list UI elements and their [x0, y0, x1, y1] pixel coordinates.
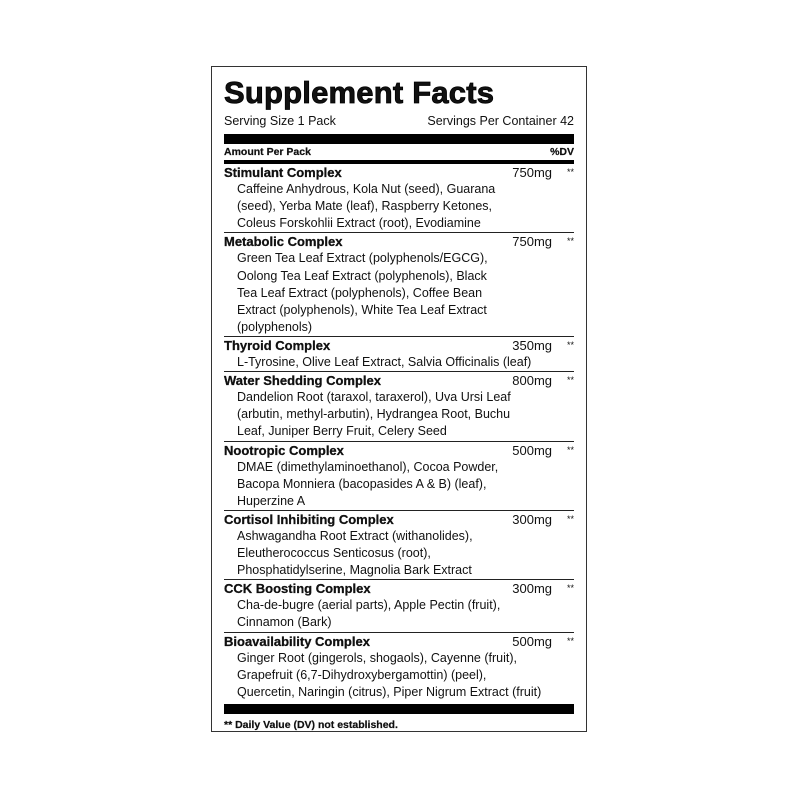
thick-divider [224, 134, 574, 144]
section-name: Thyroid Complex [224, 337, 331, 353]
ingredient-line: Dandelion Root (taraxol, taraxerol), Uva Ursi Leaf [237, 390, 511, 405]
section-header [224, 442, 574, 459]
section-dv: ** [566, 444, 574, 455]
ingredient-section [224, 633, 574, 701]
ingredient-line: DMAE (dimethylaminoethanol), Cocoa Powder, [237, 459, 499, 474]
section-amount: 350mg [512, 337, 552, 353]
section-amount: 750mg [512, 234, 552, 250]
ingredient-sections [224, 164, 574, 701]
section-dv: ** [566, 375, 574, 386]
section-header [224, 580, 574, 597]
section-name: Cortisol Inhibiting Complex [224, 511, 394, 527]
section-header [224, 233, 574, 250]
ingredient-line: Extract (polyphenols), White Tea Leaf Extract [237, 302, 487, 317]
section-header [224, 337, 574, 354]
section-dv: ** [566, 167, 574, 177]
ingredient-section [224, 337, 574, 372]
ingredient-line: Caffeine Anhydrous, Kola Nut (seed), Guarana [237, 182, 496, 197]
ingredient-line: (polyphenols) [237, 319, 313, 334]
ingredient-line: (arbutin, methyl-arbutin), Hydrangea Root, Buchu [237, 407, 511, 422]
section-name: CCK Boosting Complex [224, 581, 371, 597]
ingredient-line: (seed), Yerba Mate (leaf), Raspberry Ketones, [237, 199, 492, 214]
section-amount: 800mg [512, 373, 552, 389]
ingredient-line: Tea Leaf Extract (polyphenols), Coffee Bean [237, 285, 483, 300]
servings-per-container: Servings Per Container 42 [427, 114, 574, 128]
section-header [224, 511, 574, 528]
section-amount: 300mg [512, 511, 552, 527]
section-dv: ** [566, 635, 574, 646]
dv-header: %DV [550, 146, 574, 158]
section-amount: 500mg [512, 442, 552, 458]
ingredient-line: Cha-de-bugre (aerial parts), Apple Pectin (fruit), [237, 598, 501, 613]
section-amount: 500mg [512, 633, 552, 649]
section-amount: 750mg [512, 165, 552, 180]
ingredient-line: Oolong Tea Leaf Extract (polyphenols), Black [237, 268, 487, 283]
amount-per-pack-header: Amount Per Pack [224, 146, 311, 158]
ingredient-line: Ginger Root (gingerols, shogaols), Cayenne (fruit), [237, 650, 517, 665]
ingredient-section [224, 442, 574, 511]
ingredient-line: Huperzine A [237, 493, 306, 508]
amount-header-row [224, 146, 574, 159]
ingredient-line: Leaf, Juniper Berry Fruit, Celery Seed [237, 424, 447, 439]
label-title: Supplement Facts [224, 75, 495, 110]
ingredient-line: L-Tyrosine, Olive Leaf Extract, Salvia Officinalis (leaf) [237, 355, 532, 370]
ingredient-line: Green Tea Leaf Extract (polyphenols/EGCG), [237, 251, 488, 266]
section-name: Nootropic Complex [224, 442, 344, 458]
ingredient-section [224, 580, 574, 632]
thick-divider-bottom [224, 704, 574, 714]
serving-info [224, 114, 574, 129]
ingredient-line: Coleus Forskohlii Extract (root), Evodiamine [237, 216, 481, 231]
section-dv: ** [566, 236, 574, 247]
section-name: Bioavailability Complex [224, 633, 370, 649]
section-dv: ** [566, 339, 574, 350]
ingredient-line: Phosphatidylserine, Magnolia Bark Extract [237, 563, 472, 578]
serving-size: Serving Size 1 Pack [224, 114, 336, 128]
section-header [224, 633, 574, 650]
supplement-facts-label [211, 66, 587, 732]
section-dv: ** [566, 513, 574, 524]
section-header [224, 372, 574, 389]
ingredient-section [224, 372, 574, 441]
ingredient-line: Quercetin, Naringin (citrus), Piper Nigrum Extract (fruit) [237, 684, 542, 699]
section-dv: ** [566, 583, 574, 594]
ingredient-section [224, 164, 574, 233]
section-header [224, 164, 574, 181]
ingredient-section [224, 233, 574, 337]
ingredient-section [224, 511, 574, 580]
ingredient-line: Cinnamon (Bark) [237, 615, 332, 630]
footnote: ** Daily Value (DV) not established. [224, 718, 398, 731]
section-name: Metabolic Complex [224, 234, 343, 250]
ingredient-line: Grapefruit (6,7-Dihydroxybergamottin) (peel), [237, 667, 487, 682]
section-name: Stimulant Complex [224, 165, 342, 180]
ingredient-line: Ashwagandha Root Extract (withanolides), [237, 528, 473, 543]
section-name: Water Shedding Complex [224, 373, 381, 389]
ingredient-line: Eleutherococcus Senticosus (root), [237, 546, 431, 561]
ingredient-line: Bacopa Monniera (bacopasides A & B) (leaf), [237, 476, 487, 491]
section-amount: 300mg [512, 581, 552, 597]
